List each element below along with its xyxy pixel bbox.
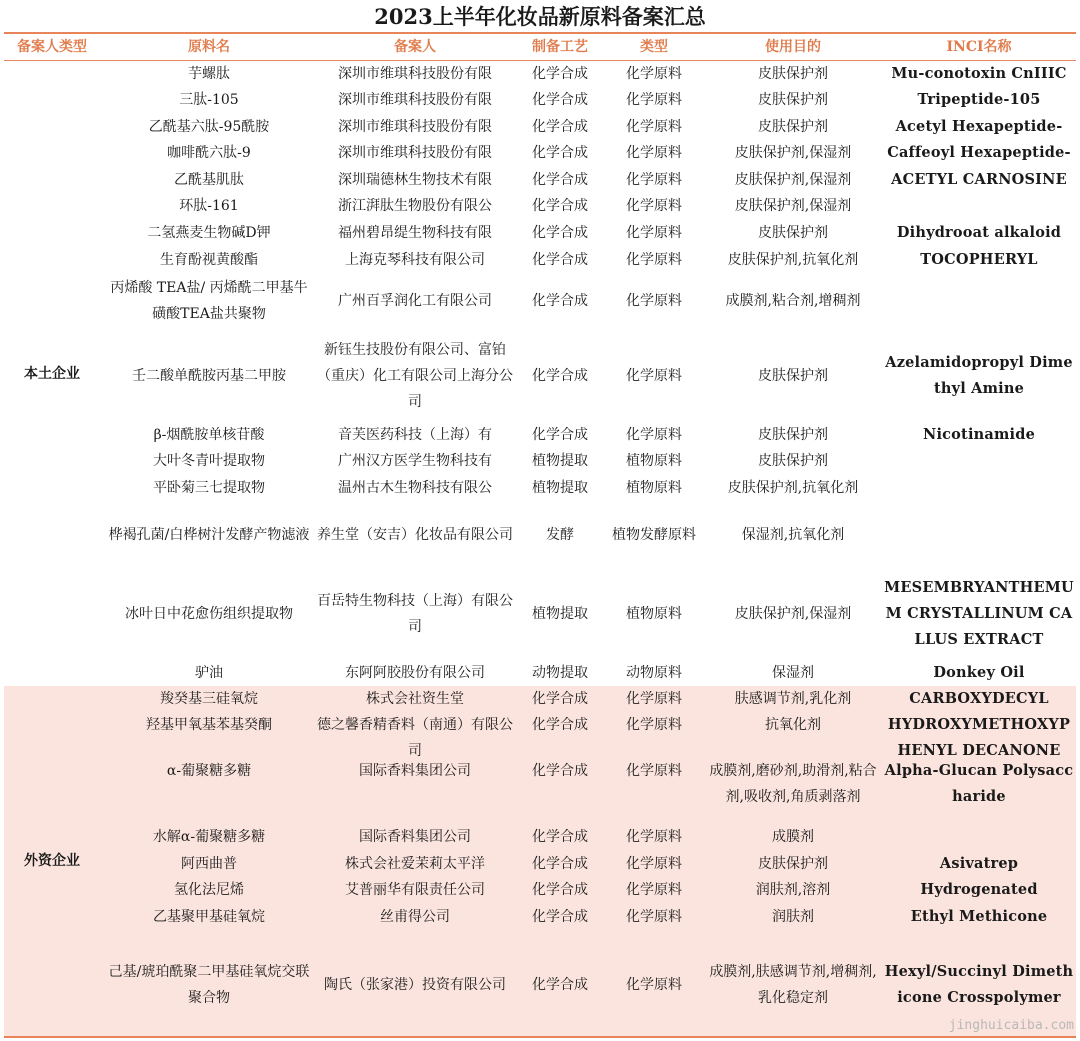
cell-purpose: 抗氧化剂 [765, 717, 821, 733]
cell-inci-name: Alpha-Glucan Polysaccharide [884, 762, 1074, 805]
table-row [4, 247, 1076, 273]
cell-purpose: 保湿剂 [772, 664, 814, 681]
cell-material-name: 大叶冬青叶提取物 [153, 453, 265, 469]
cell-material-type: 化学原料 [626, 691, 682, 707]
cell-inci-name: HYDROXYMETHOXYPHENYL DECANONE [887, 716, 1071, 758]
cell-process: 化学合成 [532, 882, 588, 898]
cell-material-name: 二氢燕麦生物碱D钾 [147, 225, 271, 241]
cell-material-name: 乙酰基六肽-95酰胺 [148, 119, 270, 135]
cell-material-name: 桦褐孔菌/白桦树汁发酵产物滤液 [108, 527, 310, 543]
cell-material-name: 羟基甲氧基苯基癸酮 [146, 717, 272, 733]
header-process: 制备工艺 [532, 39, 588, 55]
cell-process: 化学合成 [532, 368, 588, 384]
cell-purpose: 保湿剂,抗氧化剂 [741, 527, 845, 543]
cell-inci-name: Hydrogenated [920, 881, 1038, 898]
cell-inci-name: Asivatrep [939, 855, 1019, 872]
cell-inci-name [882, 824, 1076, 850]
cell-process: 化学合成 [532, 92, 588, 108]
cell-process: 发酵 [546, 527, 574, 543]
table-row [4, 167, 1076, 193]
table-row [4, 448, 1076, 474]
cell-material-name: 羧癸基三硅氧烷 [160, 691, 258, 707]
cell-applicant: 广州汉方医学生物科技有 [338, 453, 492, 469]
cell-material-type: 化学原料 [626, 977, 682, 993]
cell-inci-name: Caffeoyl Hexapeptide- [887, 144, 1071, 161]
table-row [4, 659, 1076, 686]
cell-material-type: 化学原料 [626, 293, 682, 309]
cell-inci-name: Tripeptide-105 [917, 91, 1041, 108]
cell-process: 化学合成 [532, 977, 588, 993]
cell-material-type: 化学原料 [626, 368, 682, 384]
cell-process: 植物提取 [532, 606, 588, 622]
cell-purpose: 皮肤保护剂 [758, 225, 828, 241]
table-row [4, 686, 1076, 712]
cell-applicant: 深圳市维琪科技股份有限 [338, 92, 492, 108]
cell-purpose: 皮肤保护剂,保湿剂 [734, 145, 852, 161]
cell-applicant: 养生堂（安吉）化妆品有限公司 [317, 527, 513, 543]
cell-purpose: 皮肤保护剂,抗氧化剂 [727, 480, 859, 496]
cell-applicant: 丝甫得公司 [380, 909, 450, 925]
cell-material-type: 化学原料 [626, 252, 682, 268]
header-purpose: 使用目的 [765, 39, 821, 55]
cell-material-name: 氢化法尼烯 [174, 882, 244, 898]
cell-material-type: 化学原料 [626, 66, 682, 82]
cell-inci-name: Dihydrooat alkaloid [896, 224, 1062, 241]
cell-material-type: 化学原料 [626, 225, 682, 241]
cell-inci-name: MESEMBRYANTHEMUM CRYSTALLINUM CALLUS EXTRACT [884, 579, 1074, 648]
cell-process: 植物提取 [532, 453, 588, 469]
cell-applicant: 东阿阿胶股份有限公司 [345, 664, 485, 681]
cell-material-name: 驴油 [195, 664, 223, 681]
cell-material-type: 植物发酵原料 [612, 527, 696, 543]
cell-material-name: α-葡聚糖多糖 [166, 763, 252, 779]
cell-purpose: 皮肤保护剂 [758, 453, 828, 469]
cell-process: 化学合成 [532, 66, 588, 82]
cell-purpose: 成膜剂,肤感调节剂,增稠剂,乳化稳定剂 [709, 964, 877, 1006]
group-label-domestic: 本土企业 [24, 366, 80, 382]
cell-purpose: 皮肤保护剂 [758, 119, 828, 135]
cell-applicant: 国际香料集团公司 [359, 829, 471, 845]
cell-process: 化学合成 [532, 717, 588, 733]
cell-purpose: 成膜剂 [772, 829, 814, 845]
cell-process: 化学合成 [532, 293, 588, 309]
cell-applicant: 广州百孚润化工有限公司 [338, 293, 492, 309]
table-row [4, 944, 1076, 1026]
cell-purpose: 成膜剂,磨砂剂,助滑剂,粘合剂,吸收剂,角质剥落剂 [709, 763, 877, 805]
cell-material-name: 三肽-105 [179, 92, 239, 108]
header-applicant: 备案人 [394, 39, 436, 55]
cell-inci-name [882, 502, 1076, 568]
cell-inci-name [882, 274, 1076, 328]
cell-process: 化学合成 [532, 172, 588, 188]
cell-process: 化学合成 [532, 119, 588, 135]
cell-purpose: 皮肤保护剂 [758, 66, 828, 82]
cell-material-name: β-烟酰胺单核苷酸 [153, 427, 265, 443]
table-row [4, 422, 1076, 448]
cell-inci-name: ACETYL CARNOSINE [891, 171, 1067, 188]
cell-purpose: 润肤剂,溶剂 [755, 882, 831, 898]
cell-purpose: 润肤剂 [772, 909, 814, 925]
cell-material-type: 化学原料 [626, 717, 682, 733]
cell-inci-name: Donkey Oil [933, 663, 1025, 681]
cell-material-name: 咖啡酰六肽-9 [167, 145, 251, 161]
cell-inci-name: Acetyl Hexapeptide- [895, 118, 1063, 135]
cell-material-name: 乙酰基肌肽 [174, 172, 244, 188]
header-applicant-type: 备案人类型 [17, 39, 87, 55]
table-row [4, 502, 1076, 568]
cell-inci-name: Hexyl/Succinyl Dimethicone Crosspolymer [884, 963, 1074, 1006]
cell-inci-name: Mu-conotoxin CnIIIC [891, 65, 1067, 82]
cell-material-type: 化学原料 [626, 172, 682, 188]
cell-applicant: 浙江湃肽生物股份有限公 [338, 198, 492, 214]
cell-applicant: 陶氏（张家港）投资有限公司 [324, 977, 506, 993]
cell-material-name: 阿西曲普 [181, 856, 237, 872]
cell-applicant: 深圳市维琪科技股份有限 [338, 66, 492, 82]
cell-purpose: 肤感调节剂,乳化剂 [734, 691, 852, 707]
cell-material-type: 化学原料 [626, 427, 682, 443]
cell-material-type: 动物原料 [626, 664, 682, 681]
cell-applicant: 深圳市维琪科技股份有限 [338, 119, 492, 135]
table-row [4, 87, 1076, 113]
cell-inci-name: Ethyl Methicone [910, 908, 1048, 925]
cell-process: 化学合成 [532, 145, 588, 161]
cell-inci-name [882, 448, 1076, 474]
group-label-foreign: 外资企业 [24, 853, 80, 869]
cell-material-name: 壬二酸单酰胺丙基二甲胺 [132, 368, 286, 384]
watermark: jinghuicaiba.com [948, 1018, 1074, 1033]
cell-inci-name [882, 193, 1076, 219]
table-row [4, 220, 1076, 246]
cell-purpose: 皮肤保护剂 [758, 856, 828, 872]
cell-inci-name: CARBOXYDECYL [909, 690, 1049, 707]
table-row [4, 904, 1076, 930]
cell-process: 化学合成 [532, 427, 588, 443]
cell-process: 化学合成 [532, 198, 588, 214]
table-row [4, 877, 1076, 903]
header-inci: INCI名称 [946, 39, 1012, 55]
cell-material-name: 环肽-161 [179, 198, 239, 214]
table-row [4, 824, 1076, 850]
cell-material-type: 化学原料 [626, 763, 682, 779]
cell-purpose: 皮肤保护剂 [758, 427, 828, 443]
cell-purpose: 皮肤保护剂,保湿剂 [734, 606, 852, 622]
cell-process: 化学合成 [532, 856, 588, 872]
cell-process: 化学合成 [532, 225, 588, 241]
cell-purpose: 皮肤保护剂,抗氧化剂 [727, 252, 859, 268]
table-header [4, 35, 1076, 59]
cell-process: 植物提取 [532, 480, 588, 496]
cell-inci-name: Nicotinamide [922, 426, 1036, 443]
cell-process: 化学合成 [532, 829, 588, 845]
cell-material-name: 芋螺肽 [188, 66, 230, 82]
cell-purpose: 皮肤保护剂,保湿剂 [734, 172, 852, 188]
cell-applicant: 株式会社资生堂 [366, 691, 464, 707]
cell-purpose: 皮肤保护剂,保湿剂 [734, 198, 852, 214]
bottom-rule [4, 1036, 1076, 1038]
cell-material-type: 化学原料 [626, 829, 682, 845]
cell-applicant: 深圳市维琪科技股份有限 [338, 145, 492, 161]
cell-material-name: 水解α-葡聚糖多糖 [152, 829, 266, 845]
cell-applicant: 音芙医药科技（上海）有 [338, 427, 492, 443]
cell-material-name: 丙烯酸 TEA盐/ 丙烯酰二甲基牛磺酸TEA盐共聚物 [110, 280, 308, 322]
table-row [4, 851, 1076, 877]
table-row [4, 475, 1076, 501]
cell-process: 动物提取 [532, 664, 588, 681]
cell-inci-name [882, 475, 1076, 501]
cell-purpose: 皮肤保护剂 [758, 368, 828, 384]
cell-material-type: 化学原料 [626, 856, 682, 872]
cell-applicant: 艾普丽华有限责任公司 [345, 882, 485, 898]
cell-applicant: 国际香料集团公司 [359, 763, 471, 779]
table-row [4, 114, 1076, 140]
cell-material-type: 化学原料 [626, 198, 682, 214]
table-row [4, 573, 1076, 655]
cell-process: 化学合成 [532, 691, 588, 707]
cell-applicant: 德之馨香精香料（南通）有限公司 [317, 717, 513, 758]
cell-material-name: 冰叶日中花愈伤组织提取物 [125, 606, 293, 622]
top-rule [4, 32, 1076, 34]
cell-process: 化学合成 [532, 763, 588, 779]
table-row [4, 140, 1076, 166]
cell-process: 化学合成 [532, 909, 588, 925]
cell-inci-name: TOCOPHERYL [920, 251, 1038, 268]
cell-material-type: 化学原料 [626, 92, 682, 108]
cell-material-type: 植物原料 [626, 453, 682, 469]
cell-material-type: 植物原料 [626, 606, 682, 622]
cell-material-name: 己基/琥珀酰聚二甲基硅氧烷交联聚合物 [108, 964, 310, 1006]
table-row [4, 193, 1076, 219]
table-row [4, 274, 1076, 328]
cell-purpose: 皮肤保护剂 [758, 92, 828, 108]
cell-material-type: 化学原料 [626, 145, 682, 161]
cell-material-name: 生育酚视黄酸酯 [160, 252, 258, 268]
cell-material-name: 平卧菊三七提取物 [153, 480, 265, 496]
table-row [4, 61, 1076, 87]
cell-material-type: 化学原料 [626, 119, 682, 135]
cell-applicant: 温州古木生物科技有限公 [338, 480, 492, 496]
table-row [4, 712, 1076, 758]
cell-applicant: 福州碧昂缇生物科技有限 [338, 225, 492, 241]
cell-material-type: 化学原料 [626, 909, 682, 925]
cell-applicant: 株式会社爱茉莉太平洋 [345, 856, 485, 872]
cell-inci-name: Azelamidopropyl Dimethyl Amine [885, 354, 1073, 397]
header-material-name: 原料名 [188, 39, 230, 55]
table-row [4, 758, 1076, 824]
cell-process: 化学合成 [532, 252, 588, 268]
cell-material-name: 乙基聚甲基硅氧烷 [153, 909, 265, 925]
page-title: 2023上半年化妆品新原料备案汇总 [374, 4, 706, 29]
cell-applicant: 百岳特生物科技（上海）有限公司 [317, 593, 513, 635]
header-type: 类型 [640, 39, 668, 55]
cell-material-type: 植物原料 [626, 480, 682, 496]
cell-material-type: 化学原料 [626, 882, 682, 898]
cell-applicant: 深圳瑞德林生物技术有限 [338, 172, 492, 188]
table-row [4, 333, 1076, 419]
cell-applicant: 上海克琴科技有限公司 [345, 252, 485, 268]
cell-purpose: 成膜剂,粘合剂,增稠剂 [725, 293, 861, 309]
cell-applicant: 新钰生技股份有限公司、富铂（重庆）化工有限公司上海分公司 [317, 342, 513, 410]
